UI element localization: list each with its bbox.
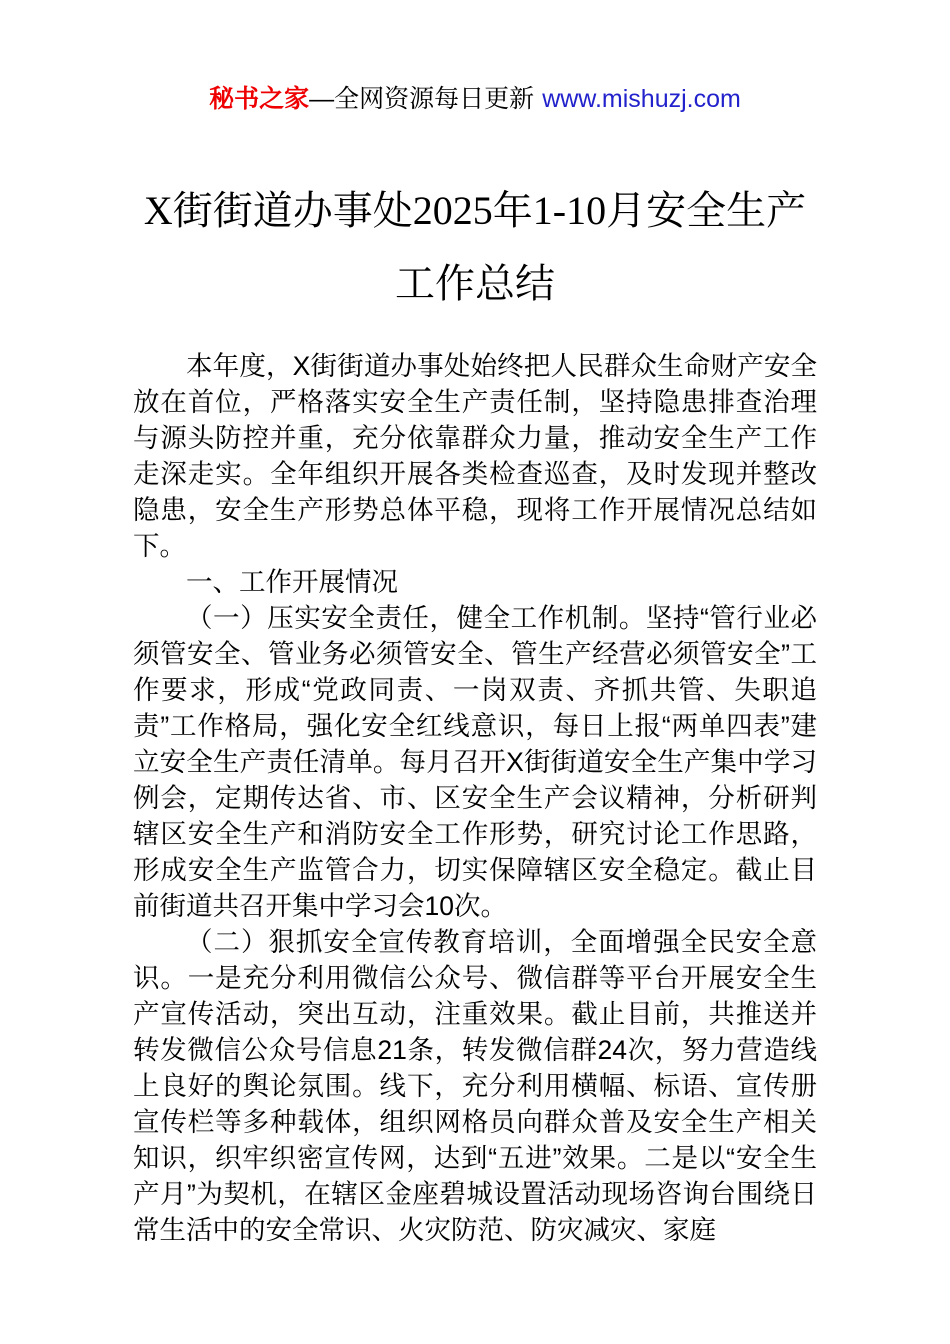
document-title: X街街道办事处2025年1-10月安全生产工作总结 bbox=[143, 188, 807, 306]
document-body bbox=[133, 348, 817, 1248]
site-brand: 秘书之家 bbox=[209, 85, 310, 113]
site-url-link[interactable]: www.mishuzj.com bbox=[542, 85, 741, 113]
site-tagline: —全网资源每日更新 bbox=[309, 85, 535, 113]
section-heading-work-progress: 一、工作开展情况 bbox=[186, 567, 398, 597]
site-header bbox=[0, 82, 950, 116]
paragraph-intro: 本年度，X街街道办事处始终把人民群众生命财产安全放在首位，严格落实安全生产责任制，坚持隐患排查治理与源头防控并重，充分依靠群众力量，推动安全生产工作走深走实。全年组织开展各类检查巡查，及时发现并整改隐患，安全生产形势总体平稳，现将工作开展情况总结如下。 bbox=[133, 351, 817, 561]
paragraph-section-two: （二）狠抓安全宣传教育培训，全面增强全民安全意识。一是充分利用微信公众号、微信群等平台开展安全生产宣传活动，突出互动，注重效果。截止目前，共推送并转发微信公众号信息21条，转发微信群24次，努力营造线上良好的舆论氛围。线下，充分利用横幅、标语、宣传册宣传栏等多种载体，组织网格员向群众普及安全生产相关知识，织牢织密宣传网，达到“五进”效果。二是以“安全生产月”为契机，在辖区金座碧城设置活动现场咨询台围绕日常生活中的安全常识、火灾防范、防灾减灾、家庭 bbox=[133, 927, 817, 1245]
paragraph-section-one: （一）压实安全责任，健全工作机制。坚持“管行业必须管安全、管业务必须管安全、管生产经营必须管安全”工作要求，形成“党政同责、一岗双责、齐抓共管、失职追责”工作格局，强化安全红线意识，每日上报“两单四表”建立安全生产责任清单。每月召开X街街道安全生产集中学习例会，定期传达省、市、区安全生产会议精神，分析研判辖区安全生产和消防安全工作形势，研究讨论工作思路，形成安全生产监管合力，切实保障辖区安全稳定。截止目前街道共召开集中学习会10次。 bbox=[133, 603, 817, 921]
